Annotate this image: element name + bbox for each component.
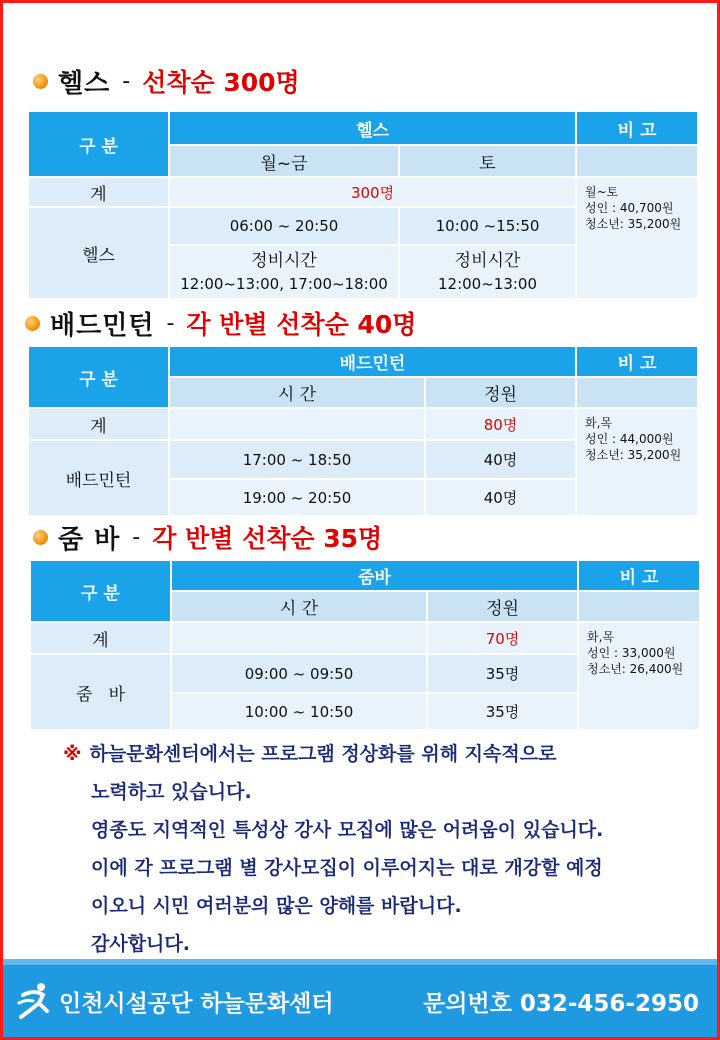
note-youth: 청소년: 26,400원 <box>587 662 684 676</box>
saturday-maintenance <box>399 245 576 299</box>
sub-note-blank <box>576 145 698 177</box>
notice-block <box>63 735 703 963</box>
bullet-icon <box>33 74 48 89</box>
header-note: 비 고 <box>578 560 700 591</box>
header-note: 비 고 <box>576 346 698 377</box>
total-value: 80명 <box>425 408 576 440</box>
section-capacity: 선착순 300명 <box>142 68 300 97</box>
bullet-icon <box>25 316 40 331</box>
note-days: 월~토 <box>585 185 619 199</box>
total-label: 계 <box>28 177 169 207</box>
note-youth: 청소년: 35,200원 <box>585 217 682 231</box>
fee-note <box>576 177 698 299</box>
footer <box>3 965 717 1037</box>
row-label: 헬스 <box>28 207 169 299</box>
notice-line: 노력하고 있습니다. <box>91 781 252 803</box>
class-capacity: 40명 <box>425 479 576 516</box>
sub-capacity: 정원 <box>425 377 576 408</box>
section-capacity: 각 반별 선착순 35명 <box>152 524 383 553</box>
header-note: 비 고 <box>576 111 698 145</box>
class-capacity: 40명 <box>425 440 576 479</box>
maintenance-title: 정비시간 <box>251 251 317 271</box>
notice-line: 영종도 지역적인 특성상 강사 모집에 많은 어려움이 있습니다. <box>91 819 604 841</box>
notice-line: 감사합니다. <box>91 933 190 955</box>
health-table <box>27 110 699 300</box>
notice-line: 이오니 시민 여러분의 많은 양해를 바랍니다. <box>91 895 462 917</box>
total-value: 300명 <box>169 177 576 207</box>
note-days: 화,목 <box>585 416 613 430</box>
contact-phone: 문의번호 032-456-2950 <box>422 990 699 1017</box>
total-time-blank <box>169 408 425 440</box>
section-dash: - <box>122 68 131 94</box>
notice-text: 하늘문화센터에서는 프로그램 정상화를 위해 지속적으로 <box>89 743 557 765</box>
header-program: 배드민턴 <box>169 346 576 377</box>
organization-name: 인천시설공단 하늘문화센터 <box>59 990 334 1017</box>
sub-weekday: 월~금 <box>169 145 399 177</box>
badminton-section-title <box>25 305 416 341</box>
note-adult: 성인 : 33,000원 <box>587 646 676 660</box>
health-section-title <box>33 63 300 99</box>
saturday-time: 10:00 ~15:50 <box>399 207 576 245</box>
sub-time: 시 간 <box>171 591 427 622</box>
note-adult: 성인 : 40,700원 <box>585 201 674 215</box>
note-adult: 성인 : 44,000원 <box>585 432 674 446</box>
total-label: 계 <box>28 408 169 440</box>
weekday-maintenance <box>169 245 399 299</box>
note-days: 화,목 <box>587 630 615 644</box>
sub-time: 시 간 <box>169 377 425 408</box>
row-label: 배드민턴 <box>28 440 169 516</box>
bullet-icon <box>33 530 48 545</box>
section-capacity: 각 반별 선착순 40명 <box>186 310 417 339</box>
notice-line: 이에 각 프로그램 별 강사모집이 이루어지는 대로 개강할 예정 <box>91 857 603 879</box>
zumba-table <box>29 559 701 731</box>
section-name: 줌 바 <box>58 524 121 555</box>
class-capacity: 35명 <box>427 654 578 693</box>
maintenance-time: 12:00~13:00, 17:00~18:00 <box>180 275 388 293</box>
header-category: 구 분 <box>28 346 169 408</box>
sub-note-blank <box>578 591 700 622</box>
note-youth: 청소년: 35,200원 <box>585 448 682 462</box>
header-program: 줌바 <box>171 560 578 591</box>
class-time: 17:00 ~ 18:50 <box>169 440 425 479</box>
class-time: 19:00 ~ 20:50 <box>169 479 425 516</box>
total-label: 계 <box>30 622 171 654</box>
header-category: 구 분 <box>28 111 169 177</box>
maintenance-time: 12:00~13:00 <box>437 275 538 293</box>
total-value: 70명 <box>427 622 578 654</box>
notice-line <box>63 735 703 773</box>
notice-mark: ※ <box>63 743 82 765</box>
class-time: 10:00 ~ 10:50 <box>171 693 427 730</box>
section-name: 헬스 <box>58 68 111 99</box>
total-time-blank <box>171 622 427 654</box>
runner-logo-icon <box>17 981 53 1021</box>
header-program: 헬스 <box>169 111 576 145</box>
sub-saturday: 토 <box>399 145 576 177</box>
section-dash: - <box>166 310 175 336</box>
section-dash: - <box>132 524 141 550</box>
section-name: 배드민턴 <box>50 310 155 341</box>
fee-note <box>576 408 698 516</box>
class-time: 09:00 ~ 09:50 <box>171 654 427 693</box>
class-capacity: 35명 <box>427 693 578 730</box>
header-category: 구 분 <box>30 560 171 622</box>
maintenance-title: 정비시간 <box>454 251 521 271</box>
fee-note <box>578 622 700 730</box>
badminton-table <box>27 345 699 517</box>
row-label: 줌 바 <box>30 654 171 730</box>
sub-note-blank <box>576 377 698 408</box>
zumba-section-title <box>33 519 382 555</box>
weekday-time: 06:00 ~ 20:50 <box>169 207 399 245</box>
sub-capacity: 정원 <box>427 591 578 622</box>
